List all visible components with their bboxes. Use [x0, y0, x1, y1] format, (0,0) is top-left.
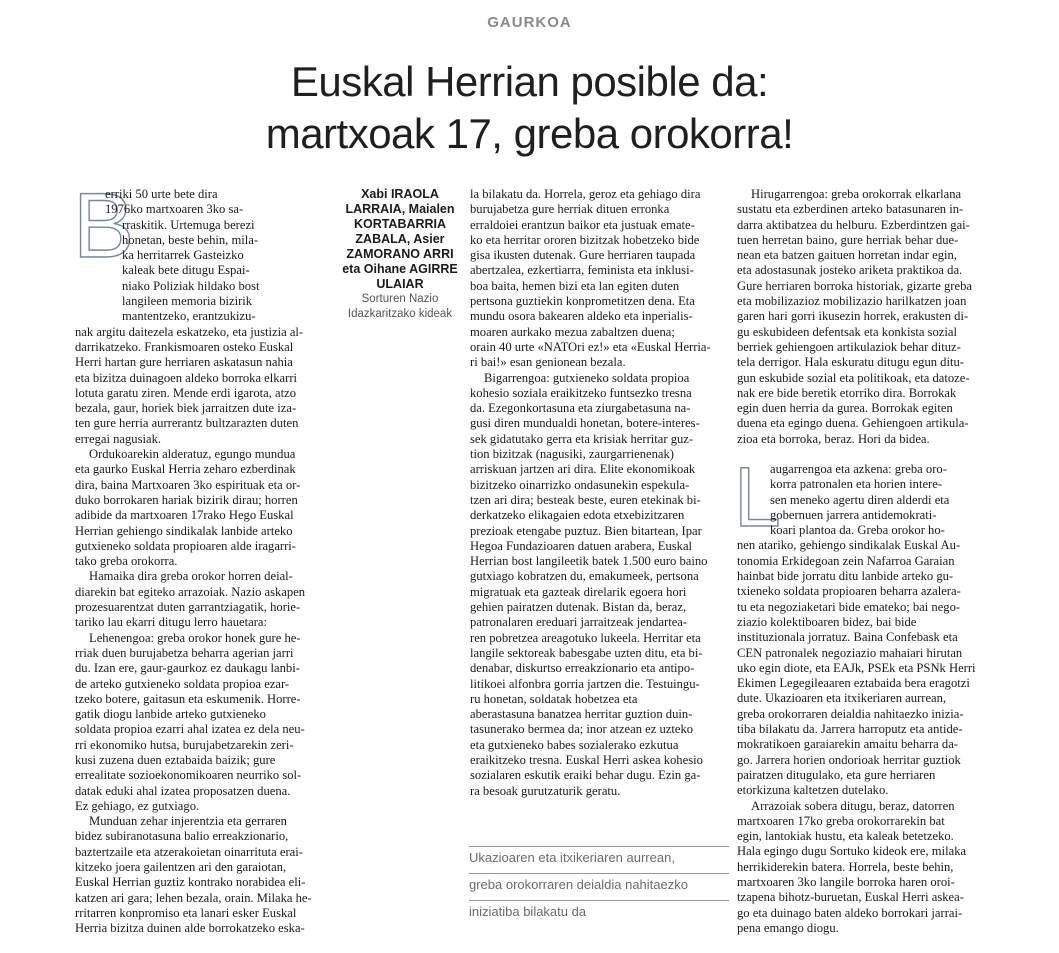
body-text-line: kitzeko joera gailentzen ari den garaiotan, — [75, 860, 287, 875]
byline-line: LARRAIA, Maialen — [345, 202, 455, 216]
body-text-line: langileen memoria bizirik — [122, 294, 253, 309]
body-text-line: da. Ezegonkortasuna eta ziurgabetasuna na- — [470, 401, 691, 416]
pull-quote-line: greba orokorraren deialdia nahitaezko — [469, 874, 729, 901]
body-text-line: rraskitik. Urtemuga berezi — [122, 217, 255, 232]
body-text-line: Herria bizitza duinen alde borrokatzeko eska- — [75, 921, 305, 936]
body-text-line: burujabetza gure herriak dituen erronka — [470, 202, 670, 217]
body-text-line: tzeko botere, gaitasun eta eskumenik. Horre- — [75, 691, 301, 706]
body-text-line: gutxieneko soldata propioaren alde iragarri- — [75, 538, 296, 553]
body-text-line: gutxiago kobratzen du, emakumeek, pertsona — [470, 569, 699, 584]
body-text-line: Herri hartan gure herriaren askatasun nahia — [75, 355, 293, 370]
body-text-line: Ekimen Legegileaaren eztabaida bera eragotzi — [737, 676, 970, 691]
body-text-line: derkatzeko elikagaien edota etxebizitzaren — [470, 508, 685, 523]
affiliation-line: Sorturen Nazio — [361, 293, 439, 305]
drop-cap: L — [734, 450, 781, 544]
body-text-line: migratuak eta gazteak direlarik egoera hori — [470, 584, 687, 599]
column-3-top — [737, 187, 992, 447]
body-text-line: honetan, beste behin, mila- — [122, 232, 259, 247]
body-text-line: gun eskubide sozial eta politikoak, eta datoze- — [737, 370, 970, 385]
body-text-line: sen meneko agertu diren alderdi eta — [770, 492, 950, 507]
body-text-line: ko eta herritar ororen bizitzak hobetzeko bide — [470, 232, 700, 247]
body-text-line: pairatzen ditugulako, eta gure herriaren — [737, 767, 936, 782]
body-text-line: bizitzeko oinarrizko ondasunekin espekula- — [470, 477, 690, 492]
body-text-line: dira, baina Martxoaren 3ko espirituak eta or- — [75, 477, 301, 492]
body-text-line: moaren aurkako mezua zabaltzen duena; — [470, 324, 675, 339]
body-text-line: gatik diogu lanbide arteko gutxieneko — [75, 707, 266, 722]
body-text-line: ren pobretzea areagotuko lukeela. Herritar eta — [470, 630, 701, 645]
byline — [326, 187, 474, 292]
body-text-line: sek gidatutako gerra eta krisiak herritar guz- — [470, 431, 694, 446]
body-text-line: litikoei alfonbra gorria jartzen die. Testuingu- — [470, 676, 700, 691]
body-text-line: mantentzeko, erantzukizu- — [122, 309, 256, 324]
body-text-line: tonomia Erkidegoan zein Nafarroa Garaian — [737, 553, 955, 568]
body-text-line: tzen ari dira; besteak beste, euren etekinak bi- — [470, 492, 701, 507]
byline-line: KORTABARRIA — [353, 217, 447, 231]
body-text-line: kusi zuzena duen eztabaida baizik; gure — [75, 752, 276, 767]
body-text-line: instituzionala jorratuz. Baina Confebask eta — [737, 630, 958, 645]
body-text-line: ru honetan, soldatak hobetzea eta — [470, 691, 638, 706]
body-text-line: gisa ikusten dutenak. Gure herriaren taupada — [470, 248, 696, 263]
body-text-line: Hala egingo dugu Sortuko kideok ere, milaka — [737, 844, 967, 859]
body-text-line: martxoaren 17ko greba orokorrarekin bat — [737, 813, 945, 828]
body-text-line: duena eta egingo duena. Gehiengoen artikula- — [737, 416, 969, 431]
body-text-line: abertzalea, ezkertiarra, feminista eta inklusi- — [470, 263, 694, 278]
body-text-line: ka herritarrek Gasteizko — [122, 248, 244, 263]
body-text-line: patronalaren ereduari jarraitzeak jendartea- — [470, 615, 688, 630]
body-text-line: diarekin bat egiteko arrazoiak. Nazio askapen — [75, 584, 306, 599]
pull-quote — [469, 846, 729, 927]
body-text-line: soldata propioa ezarri ahal izatea ez dela neu- — [75, 722, 305, 737]
body-text-line: Hamaika dira greba orokor horren deial- — [89, 569, 293, 584]
body-text-line: Arrazoiak sobera ditugu, beraz, datorren — [751, 798, 955, 813]
body-text-line: arriskuan jartzen ari dira. Elite ekonomikoak — [470, 462, 696, 477]
body-text-line: go eta duinago baten aldeko borrokari jarrai- — [737, 905, 963, 920]
body-text-line: tariko lau ekarri ditugu lerro hauetara: — [75, 615, 267, 630]
drop-cap: B — [73, 175, 135, 277]
body-text-line: baztertzaile eta atzerakoietan oinarrituta erai- — [75, 844, 303, 859]
body-text-line: tion bizitzak (nagusiki, zaurgarrienenak) — [470, 447, 674, 462]
body-text-line: Lehenengoa: greba orokor honek gure he- — [89, 630, 301, 645]
body-text-line: sozialaren eskutik eraiki behar dugu. Ezin ga- — [470, 768, 701, 783]
body-text-line: eta bizitza duinagoen aldeko borroka elkarri — [75, 370, 298, 385]
body-text-line: CEN patronalek negoziazio mahaiari hirutan — [737, 645, 963, 660]
body-text-line: bezala, gaur, horiek biek jarraitzen dute iza- — [75, 401, 297, 416]
body-text-line: katzen ari gara; lehen bezala, orain. Milaka he- — [75, 890, 312, 905]
body-text-line: lotuta garatu ziren. Mende erdi igarota, atzo — [75, 385, 296, 400]
body-text-line: sustatu eta ezberdinen arteko batasunaren in- — [737, 202, 964, 217]
body-text-line: eta adostasunak josteko ariketa praktikoa da. — [737, 263, 963, 278]
body-text-line: langile sektoreak babesgabe uzten ditu, eta bi- — [470, 645, 703, 660]
body-text-line: niako Poliziak hildako bost — [122, 278, 260, 293]
body-text-line: erriki 50 urte bete dira — [105, 187, 218, 201]
body-text-line: rri ekonomiko hutsa, burujabetzarekin zeri- — [75, 737, 294, 752]
column-2 — [470, 187, 725, 799]
body-text-line: adibide da martxoaren 17rako Hego Euskal — [75, 508, 294, 523]
section-label: GAURKOA — [487, 14, 572, 31]
body-text-line: datak eduki ahal izatea proposatzen duena. — [75, 783, 291, 798]
body-text-line: Munduan zehar injerentzia eta gerraren — [89, 814, 287, 829]
body-text-line: gehien pairatzen dutenak. Bistan da, beraz, — [470, 600, 687, 615]
body-text-line: erregai nagusiak. — [75, 431, 162, 446]
body-text-line: darrikatzeko. Frankismoaren osteko Euskal — [75, 339, 294, 354]
body-text-line: nak ere bide beretik etorriko dira. Borrokak — [737, 385, 957, 400]
body-text-line: orain 40 urte «NATOri ez!» eta «Euskal Herria- — [470, 339, 711, 354]
body-text-line: tela derrigor. Hala eskuratu ditugu egun ditu- — [737, 355, 964, 370]
body-text-line: nak argitu daitezela eskatzeko, eta justizia al- — [75, 324, 304, 339]
body-text-line: pertsona guztiekin konprometitzen dena. Eta — [470, 294, 695, 309]
body-text-line: denabar, diskurtso erreakzionario eta antipo- — [470, 661, 695, 676]
body-text-line: ri bai!» esan genionean bezala. — [470, 355, 626, 370]
body-text-line: Hegoa Fundazioaren datuen arabera, Euskal — [470, 538, 693, 553]
body-text-line: gusi diren mundualdi honetan, botere-interes- — [470, 416, 700, 431]
body-text-line: darra aktibatzea du helburu. Ezberdintzen gai- — [737, 217, 970, 232]
article-title — [0, 56, 1059, 160]
body-text-line: Euskal Herrian guztiz kontrako norabidea eli- — [75, 875, 306, 890]
body-text-line: duko borrokaren hariak bizirik dirau; horren — [75, 492, 298, 507]
body-text-line: dute. Ukazioaren eta itxikeriaren aurrean, — [737, 691, 947, 706]
body-text-line: Herrian gehiengo sindikalak lanbide arteko — [75, 523, 293, 538]
body-text-line: erraldoiei erantzun baikor eta justuak emate- — [470, 217, 695, 232]
body-text-line: korra patronalen eta horien intere- — [770, 477, 943, 492]
body-text-line: go. Jarrera horien ondorioak herritar guztiok — [737, 752, 961, 767]
byline-line: ZABALA, Asier — [355, 232, 445, 246]
body-text-line: Hirugarrengoa: greba orokorrak elkarlana — [751, 187, 962, 201]
body-text-line: greba orokorraren deialdia nahitaezko inizia- — [737, 706, 964, 721]
body-text-line: tiba bilakatu da. Jarrera harroputz eta antide- — [737, 722, 963, 737]
body-text-line: la bilakatu da. Horrela, geroz eta gehiago dira — [470, 187, 701, 201]
body-text-line: kohesio soziala eraikitzeko funtsezko tresna — [470, 385, 692, 400]
body-text-line: tasunerako bermea da; inor atzean ez uzteko — [470, 722, 694, 737]
body-text-line: aberastasuna banatzea herritar guztion duin- — [470, 707, 693, 722]
body-text-line: rriak duen burujabetza beharra agerian jarri — [75, 645, 294, 660]
byline-line: Xabi IRAOLA — [361, 187, 439, 201]
body-text-line: Gure herriaren borroka historiak, gizarte greba — [737, 278, 972, 293]
body-text-line: egin duen herria da gurea. Borrokak egiten — [737, 401, 953, 416]
body-text-line: tzapena bihotz-buruetan, Euskal Herri askea- — [737, 890, 964, 905]
body-text-line: tuen herretan baino, gure herriak behar due- — [737, 232, 959, 247]
pull-quote-line: iniziatiba bilakatu da — [469, 904, 587, 919]
body-text-line: zioa eta borroka, beraz. Hori da bidea. — [737, 431, 930, 446]
body-text-line: ten gure herria aurrerantz bultzarazten duten — [75, 416, 299, 431]
author-affiliation — [326, 292, 474, 322]
body-text-line: bidez subiranotasuna balio erreakzionario, — [75, 829, 289, 844]
byline-line: ULAIAR — [376, 277, 424, 291]
body-text-line: prozesuarentzat duten garrantziagatik, horie- — [75, 600, 301, 615]
body-text-line: prezioak etengabe puztuz. Bien bitartean, Ipar — [470, 523, 702, 538]
body-text-line: du. Izan ere, gaur-gaurkoz ez daukagu lanbi- — [75, 661, 300, 676]
body-text-line: koari plantoa da. Greba orokor ho- — [770, 523, 945, 538]
body-text-line: de arteko gutxieneko soldata propioa ezar- — [75, 676, 290, 691]
body-text-line: txieneko soldata propioaren beharra azalera- — [737, 584, 961, 599]
title-line: Euskal Herrian posible da: — [290, 58, 769, 105]
body-text-line: egin, lantokiak hustu, eta kaleak betetzeko. — [737, 829, 954, 844]
body-text-line: uko egin diote, eta EAJk, PSEk eta PSNk Herri — [737, 660, 976, 675]
body-text-line: ziazio kolektiboaren bidez, bai bide — [737, 614, 917, 629]
body-text-line: boa baita, hemen bizi eta lan egiten duten — [470, 278, 680, 293]
body-text-line: mokratikoen garaiarekin amaitu beharra da- — [737, 737, 958, 752]
title-line: martxoak 17, greba orokorra! — [265, 110, 794, 157]
body-text-line: eta mobilizazioz mobilizazio harilkatzen joan — [737, 294, 967, 309]
pull-quote-line: Ukazioaren eta itxikeriaren aurrean, — [469, 846, 729, 874]
body-text-line: gu eskubideen defentsak eta konkista sozial — [737, 324, 957, 339]
body-text-line: hainbat bide jorratu ditu lanbide arteko gu- — [737, 569, 954, 584]
body-text-line: ra besoak gurutzaturik geratu. — [470, 783, 621, 798]
body-text-line: gobernuen jarrera antidemokrati- — [770, 507, 937, 522]
column-1 — [75, 187, 320, 937]
body-text-line: eraikitzeko tresna. Euskal Herri askea kohesio — [470, 752, 703, 767]
body-text-line: augarrengoa eta azkena: greba oro- — [770, 462, 947, 476]
body-text-line: Bigarrengoa: gutxieneko soldata propioa — [484, 370, 690, 385]
body-text-line: eta gutxieneko babes sozialerako ezkutua — [470, 737, 679, 752]
body-text-line: Ez gehiago, ez gutxiago. — [75, 798, 200, 813]
byline-line: ZAMORANO ARRI — [346, 247, 454, 261]
body-text-line: tako greba orokorra. — [75, 554, 178, 569]
body-text-line: etorkizuna kaltetzen dutelako. — [737, 783, 889, 798]
body-text-line: berriek gehiengoen artikulaziok behar dituz- — [737, 339, 961, 354]
column-3-bottom — [737, 462, 992, 936]
body-text-line: herrikiderekin batera. Horrela, beste behin, — [737, 859, 954, 874]
body-text-line: Herrian bost langileetik batek 1.500 euro baino — [470, 554, 708, 569]
body-text-line: eta gaurko Euskal Herria zeharo ezberdinak — [75, 462, 296, 477]
body-text-line: mundu osora bakearen aldeko eta inperialis- — [470, 309, 693, 324]
byline-line: eta Oihane AGIRRE — [342, 262, 458, 276]
body-text-line: pena emango diogu. — [737, 920, 839, 935]
body-text-line: garen hari gorri ikusezin horrek, erakusten di- — [737, 309, 969, 324]
body-text-line: nean eta batzen gaituen horretan indar egin, — [737, 248, 957, 263]
body-text-line: nen atariko, gehiengo sindikalak Euskal Au- — [737, 538, 961, 553]
body-text-line: Ordukoarekin alderatuz, egungo mundua — [89, 447, 296, 462]
body-text-line: errealitate sozioekonomikoaren neurriko sol- — [75, 768, 302, 783]
body-text-line: tu eta negoziaketari bide emateko; bai nego- — [737, 599, 961, 614]
body-text-line: kaleak bete ditugu Espai- — [122, 263, 250, 278]
body-text-line: martxoaren 3ko langile borroka haren oroi- — [737, 875, 955, 890]
body-text-line: rritarren konpromiso eta lanari esker Euskal — [75, 905, 297, 920]
body-text-line: 1976ko martxoaren 3ko sa- — [105, 202, 244, 217]
affiliation-line: Idazkaritzako kideak — [347, 308, 453, 320]
